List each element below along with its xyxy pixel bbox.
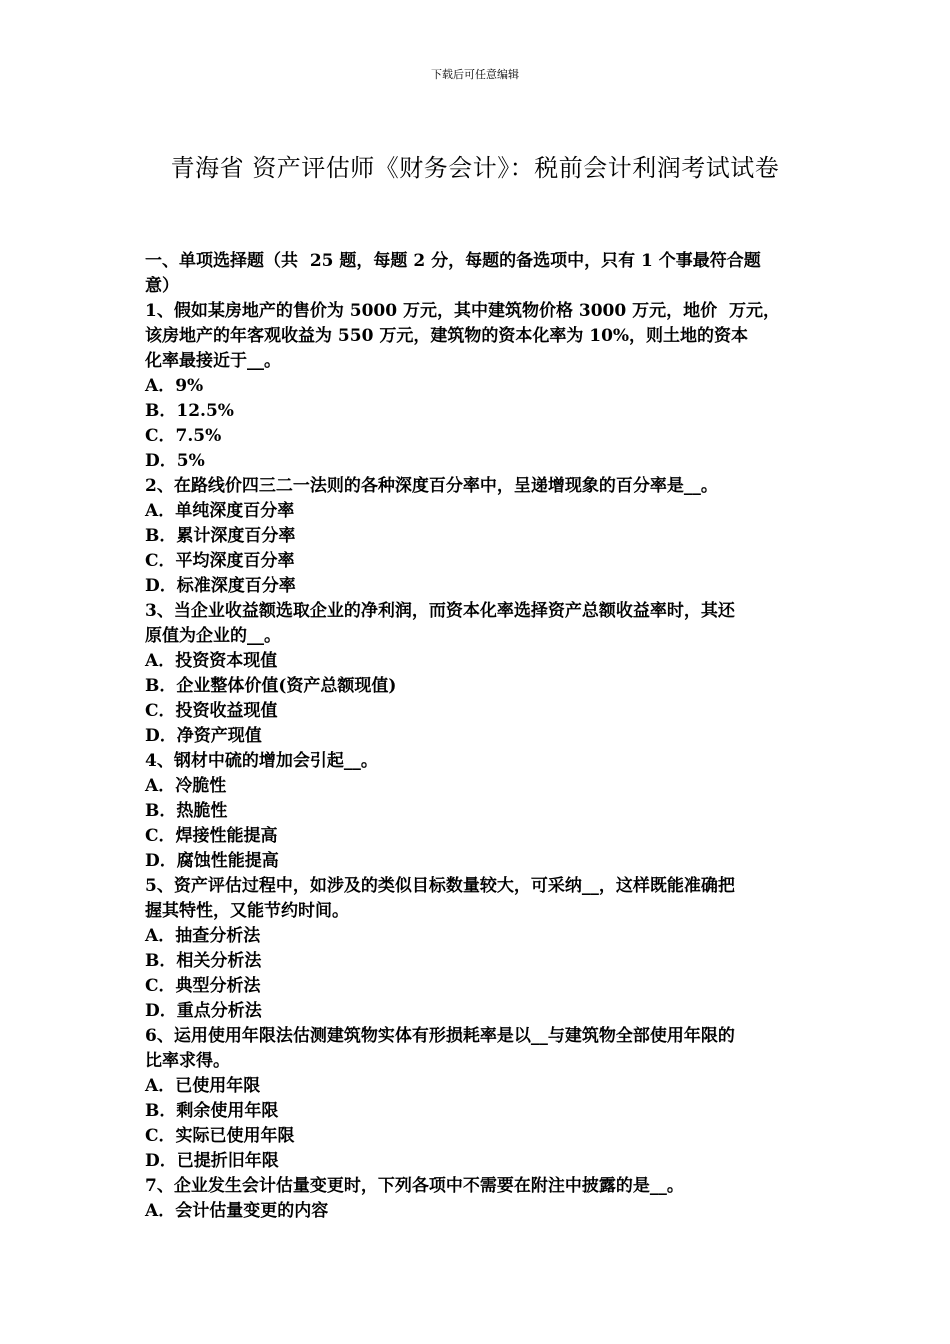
option-a: A．投资资本现值 — [145, 651, 278, 671]
option-b: B．12.5% — [145, 401, 234, 421]
question-text-line: 4、钢材中硫的增加会引起__。 — [145, 751, 378, 771]
option-d: D．已提折旧年限 — [145, 1151, 279, 1171]
option-c: C．7.5% — [145, 426, 222, 446]
question-4 — [145, 749, 810, 874]
option-c: C．投资收益现值 — [145, 701, 278, 721]
option-c: C．平均深度百分率 — [145, 551, 295, 571]
document-title: 青海省 资产评估师《财务会计》：税前会计利润考试试卷 — [170, 154, 780, 182]
question-text-line: 比率求得。 — [145, 1051, 230, 1071]
option-b: B．相关分析法 — [145, 951, 262, 971]
question-text-line: 3、当企业收益额选取企业的净利润，而资本化率选择资产总额收益率时，其还 — [145, 601, 735, 621]
question-text-line: 该房地产的年客观收益为 550 万元，建筑物的资本化率为 10%，则土地的资本 — [145, 326, 749, 346]
page-header-note: 下载后可任意编辑 — [431, 68, 519, 81]
question-text-line: 握其特性，又能节约时间。 — [145, 901, 349, 921]
question-1 — [145, 299, 810, 474]
option-b: B．企业整体价值(资产总额现值) — [145, 676, 397, 696]
option-a: A．单纯深度百分率 — [145, 501, 295, 521]
section-heading — [145, 249, 810, 299]
option-b: B．累计深度百分率 — [145, 526, 296, 546]
question-2 — [145, 474, 810, 599]
section-heading-line: 意） — [145, 276, 179, 296]
question-text-line: 2、在路线价四三二一法则的各种深度百分率中，呈递增现象的百分率是__。 — [145, 476, 718, 496]
section-heading-line: 一、单项选择题（共 25 题，每题 2 分，每题的备选项中，只有 1 个事最符合题 — [145, 251, 761, 271]
option-a: A．9% — [145, 376, 204, 396]
question-text-line: 7、企业发生会计估量变更时，下列各项中不需要在附注中披露的是__。 — [145, 1176, 684, 1196]
question-text-line: 1、假如某房地产的售价为 5000 万元，其中建筑物价格 3000 万元，地价 万元， — [145, 301, 780, 321]
question-text-line: 原值为企业的__。 — [145, 626, 281, 646]
option-b: B．热脆性 — [145, 801, 228, 821]
option-d: D．标准深度百分率 — [145, 576, 296, 596]
option-a: A．冷脆性 — [145, 776, 227, 796]
option-c: C．焊接性能提高 — [145, 826, 278, 846]
option-c: C．实际已使用年限 — [145, 1126, 295, 1146]
question-3 — [145, 599, 810, 749]
question-6 — [145, 1024, 810, 1174]
question-text-line: 5、资产评估过程中，如涉及的类似目标数量较大，可采纳__，这样既能准确把 — [145, 876, 735, 896]
option-d: D．重点分析法 — [145, 1001, 262, 1021]
document-body — [145, 249, 810, 1224]
option-d: D．净资产现值 — [145, 726, 262, 746]
option-d: D．5% — [145, 451, 205, 471]
question-5 — [145, 874, 810, 1024]
option-c: C．典型分析法 — [145, 976, 261, 996]
question-text-line: 6、运用使用年限法估测建筑物实体有形损耗率是以__与建筑物全部使用年限的 — [145, 1026, 735, 1046]
question-text-line: 化率最接近于__。 — [145, 351, 281, 371]
option-a: A．抽查分析法 — [145, 926, 261, 946]
option-a: A．会计估量变更的内容 — [145, 1201, 329, 1221]
option-d: D．腐蚀性能提高 — [145, 851, 279, 871]
question-7 — [145, 1174, 810, 1224]
option-a: A．已使用年限 — [145, 1076, 261, 1096]
option-b: B．剩余使用年限 — [145, 1101, 279, 1121]
